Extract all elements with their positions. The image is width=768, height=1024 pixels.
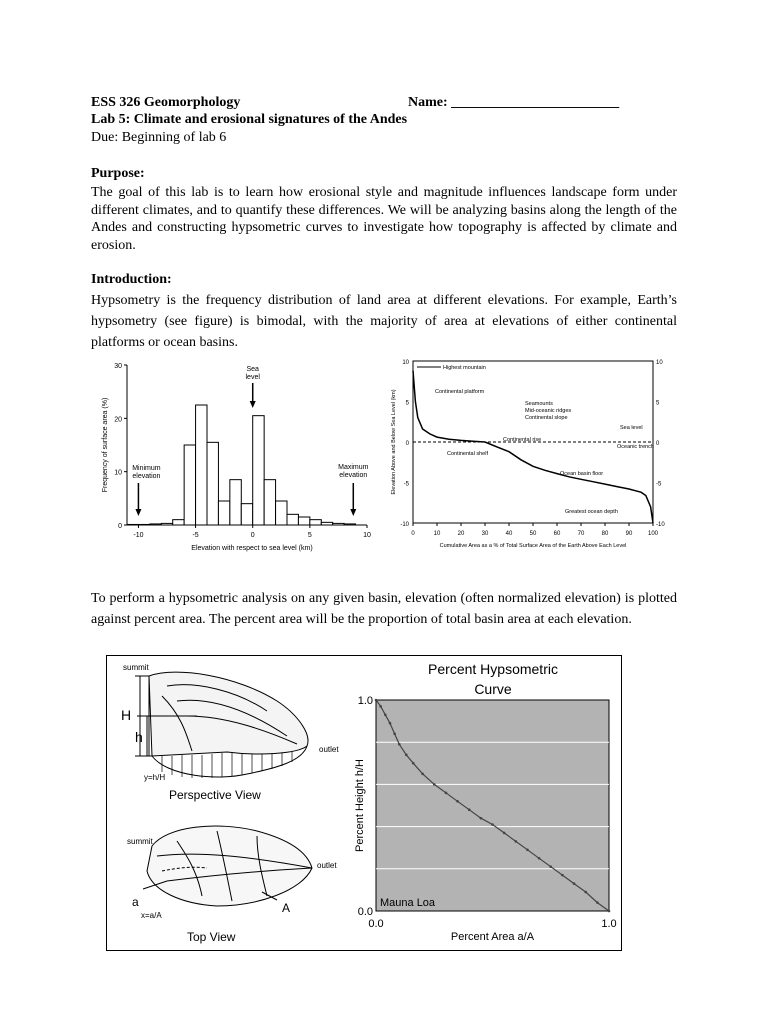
basin-diagram [107, 656, 347, 950]
y-tick-label-right: -5 [656, 481, 662, 488]
curve-annotation: Mid-oceanic ridges [525, 408, 572, 414]
x-tick-label: 100 [647, 531, 659, 537]
y-tick-label: 1.0 [357, 695, 373, 707]
histogram-bar [287, 514, 298, 525]
histogram-bar [150, 524, 161, 525]
curve-point [456, 800, 459, 803]
x-tick-label: 90 [625, 531, 633, 537]
x-tick-label: 1.0 [601, 918, 617, 930]
curve-point [375, 699, 378, 702]
perspective-view-drawing [135, 672, 308, 778]
x-tick-label: 10 [363, 532, 371, 539]
curve-point [421, 773, 424, 776]
x-tick-label: 60 [553, 531, 561, 537]
name-field-label: Name: ________________________ [408, 95, 620, 110]
x-tick-label: 70 [577, 531, 585, 537]
y-tick-label: 0 [118, 523, 122, 530]
curve-point [405, 754, 408, 757]
x-tick-label: 0.0 [368, 918, 384, 930]
top-outlet-label: outlet [317, 861, 337, 870]
histogram-bar [173, 520, 184, 525]
histogram-bar [138, 524, 149, 525]
curve-annotation: Continental shelf [447, 451, 488, 457]
curve-point [596, 901, 599, 904]
curve-annotation: Ocean basin floor [560, 471, 604, 477]
min-elevation-label-2: elevation [132, 473, 161, 480]
course-title: ESS 326 Geomorphology [91, 95, 241, 110]
earth-curve-plot [391, 360, 665, 549]
H-label: H [121, 707, 132, 723]
histogram-bar [127, 524, 138, 525]
purpose-text: The goal of this lab is to learn how erosional style and magnitude influences landscape form under different climates, and to quantify these differences. We will be analyzing basins along the length of the Andes and constructing hypsometric curves to investigate how topography is affected by climate and erosion. [91, 185, 677, 253]
curve-point [491, 823, 494, 826]
y-tick-label-right: 10 [656, 360, 663, 366]
max-elevation-label-2: elevation [339, 472, 368, 479]
curve-point [389, 722, 392, 725]
x-axis-label: Cumulative Area as a % of Total Surface Area of the Earth Above Each Level [439, 543, 627, 549]
curve-point [445, 792, 448, 795]
curve-annotation: Sea level [620, 425, 643, 431]
histogram-bar [264, 480, 275, 525]
histogram-bar [321, 522, 332, 525]
y-tick-label-right: 0 [656, 441, 660, 447]
curve-point [468, 808, 471, 811]
hypsometric-analysis-text: To perform a hypsometric analysis on any given basin, elevation (often normalized elevation) is plotted against percent area. The percent area will be the proportion of total basin area at each elevation. [91, 591, 677, 627]
curve-point [573, 882, 576, 885]
top-view-label: Top View [187, 930, 236, 944]
top-summit-label: summit [127, 837, 153, 846]
summit-label: summit [123, 663, 149, 672]
curve-annotation: Seamounts [525, 401, 553, 407]
curve-annotation: Greatest ocean depth [565, 509, 618, 515]
y-equation: y=h/H [144, 773, 166, 782]
y-tick-label: -10 [400, 522, 409, 528]
x-tick-label: 0 [250, 532, 255, 539]
curve-point [561, 874, 564, 877]
histogram-bar [196, 405, 207, 525]
mauna-loa-label: Mauna Loa [380, 897, 436, 909]
curve-point [480, 817, 483, 820]
histogram-bar [184, 445, 195, 525]
curve-point [384, 713, 387, 716]
curve-point [549, 865, 552, 868]
sea-level-arrowhead [250, 401, 256, 408]
perspective-view-label: Perspective View [169, 788, 261, 802]
percent-hypsometric-curve [347, 656, 621, 950]
introduction-text: Hypsometry is the frequency distribution of land area at different elevations. For example, Earth’s hypsometry (see figure) is bimodal, with the majority of area at elevations of either continental platforms or ocean basins. [91, 293, 677, 350]
chart-title-line-1: Percent Hypsometric [428, 661, 558, 677]
y-tick-label-right: -10 [656, 522, 665, 528]
y-tick-label-right: 5 [656, 400, 660, 407]
histogram-bar [241, 504, 252, 525]
histogram-bar [276, 501, 287, 525]
y-tick-label: 5 [405, 400, 409, 407]
curve-annotation: Highest mountain [443, 365, 486, 371]
histogram-bar [253, 416, 264, 525]
x-tick-label: 30 [481, 531, 489, 537]
x-tick-label: 20 [457, 531, 465, 537]
plot-background [376, 700, 609, 911]
curve-point [584, 891, 587, 894]
A-label: A [282, 901, 291, 915]
y-axis-label: Frequency of surface area (%) [102, 397, 109, 493]
top-view-drawing [143, 826, 312, 906]
basin-figure-box [106, 655, 622, 951]
curve-annotation: Continental slope [525, 415, 568, 421]
histogram-plot [102, 363, 371, 552]
curve-point [393, 732, 396, 735]
max-elevation-label: Maximum [338, 464, 369, 471]
min-elevation-label: Minimum [132, 465, 161, 472]
y-tick-label: 10 [402, 360, 409, 366]
x-tick-label: 50 [529, 531, 537, 537]
curve-point [515, 840, 518, 843]
histogram-bar [344, 524, 355, 525]
y-tick-label: 30 [114, 363, 122, 370]
introduction-heading: Introduction: [91, 272, 172, 287]
curve-annotation: Continental rise [503, 437, 542, 443]
curve-point [412, 762, 415, 765]
x-tick-label: 80 [601, 531, 609, 537]
histogram-bar [333, 523, 344, 525]
curve-point [608, 910, 611, 913]
y-tick-label: 0 [405, 441, 409, 447]
y-axis-label: Elevation Above and Below Sea Level (km) [391, 389, 397, 495]
curve-point [538, 857, 541, 860]
x-tick-label: 0 [411, 531, 415, 537]
purpose-heading: Purpose: [91, 166, 145, 181]
curve-point [526, 849, 529, 852]
y-tick-label: 10 [114, 469, 122, 477]
x-equation: x=a/A [141, 911, 162, 920]
sea-level-label-2: level [245, 374, 260, 381]
due-date: Due: Beginning of lab 6 [91, 130, 227, 145]
x-tick-label: 40 [505, 531, 513, 537]
histogram-bar [161, 523, 172, 525]
y-axis-label: Percent Height h/H [354, 759, 366, 852]
curve-point [433, 783, 436, 786]
sea-level-label: Sea [246, 366, 259, 373]
x-tick-label: 10 [433, 531, 441, 537]
histogram-bar [218, 501, 229, 525]
curve-point [379, 705, 382, 708]
curve-annotation: Continental platform [435, 389, 485, 395]
x-tick-label: -10 [133, 532, 144, 539]
histogram-bar [298, 517, 309, 525]
curve-point [398, 743, 401, 746]
histogram-bar [310, 520, 321, 525]
y-tick-label: 0.0 [357, 906, 373, 918]
x-tick-label: -5 [192, 532, 199, 539]
histogram-bar [207, 442, 218, 525]
earth-hypsometric-curve [385, 355, 670, 565]
x-tick-label: 5 [307, 532, 312, 539]
h-label: h [135, 729, 143, 745]
outlet-label: outlet [319, 745, 339, 754]
x-axis-label: Elevation with respect to sea level (km) [191, 545, 313, 552]
a-label: a [132, 895, 139, 909]
lab-title: Lab 5: Climate and erosional signatures of the Andes [91, 112, 408, 127]
curve-point [503, 832, 506, 835]
chart-title-line-2: Curve [474, 681, 512, 697]
x-axis-label: Percent Area a/A [450, 931, 535, 943]
min-elevation-arrowhead [135, 509, 141, 516]
histogram-bar [230, 480, 241, 525]
y-tick-label: 20 [114, 416, 122, 424]
curve-annotation: Oceanic trench [617, 444, 654, 450]
earth-hypsometry-histogram [95, 355, 380, 555]
max-elevation-arrowhead [350, 509, 356, 516]
mauna-loa-curve-plot [354, 661, 617, 943]
y-tick-label: -5 [403, 481, 409, 488]
